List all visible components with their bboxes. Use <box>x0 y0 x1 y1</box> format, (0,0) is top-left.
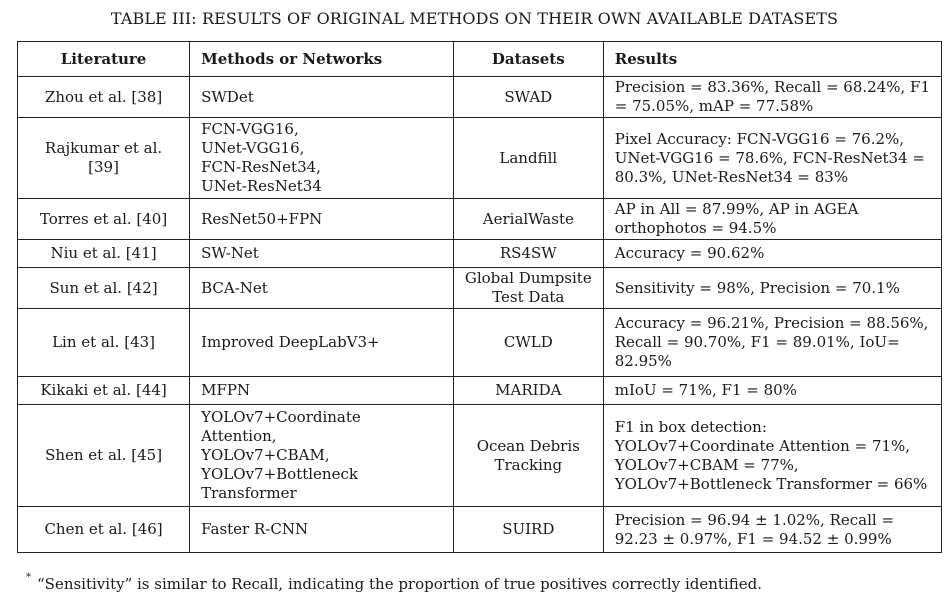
cell-line: Improved DeepLabV3+ <box>201 333 380 351</box>
header-methods: Methods or Networks <box>190 42 454 77</box>
cell-line: Test Data <box>492 288 565 306</box>
cell-line: ResNet50+FPN <box>201 209 323 228</box>
cell-line: Faster R-CNN <box>201 520 309 538</box>
dataset-cell <box>453 507 603 553</box>
header-literature: Literature <box>18 42 190 77</box>
methods-cell <box>190 405 454 507</box>
table-caption: TABLE III: RESULTS OF ORIGINAL METHODS ON THEIR OWN AVAILABLE DATASETS <box>110 9 839 28</box>
cell-line: FCN-ResNet34, <box>201 158 321 176</box>
methods-cell <box>190 507 454 553</box>
cell-line: Niu et al. [41] <box>50 244 157 262</box>
cell-line: YOLOv7+CBAM, <box>201 446 330 464</box>
literature-cell <box>18 377 190 405</box>
cell-line: Chen et al. [46] <box>44 520 163 538</box>
cell-line: BCA-Net <box>201 278 268 297</box>
methods-cell <box>190 309 454 377</box>
cell-line: Attention, <box>201 427 277 445</box>
dataset-cell <box>453 377 603 405</box>
cell-line: RS4SW <box>499 244 557 262</box>
table-row <box>18 118 942 199</box>
methods-cell <box>190 199 454 240</box>
cell-line: CWLD <box>503 333 553 351</box>
cell-line: Precision = 83.36%, Recall = 68.24%, F1 <box>614 78 930 96</box>
literature-cell <box>18 405 190 507</box>
cell-line: Rajkumar et al. <box>44 139 163 157</box>
cell-line: Lin et al. [43] <box>52 333 156 351</box>
cell-line: YOLOv7+Bottleneck Transformer = 66% <box>614 474 928 493</box>
results-cell <box>603 118 941 199</box>
table-row <box>18 240 942 268</box>
dataset-cell <box>453 77 603 118</box>
cell-line: Accuracy = 90.62% <box>614 244 765 262</box>
cell-line: Transformer <box>201 484 297 502</box>
methods-cell <box>190 268 454 309</box>
cell-line: Zhou et al. [38] <box>44 87 163 106</box>
cell-line: Sun et al. [42] <box>49 278 158 297</box>
cell-line: AerialWaste <box>482 209 574 228</box>
literature-cell <box>18 309 190 377</box>
cell-line: YOLOv7+Coordinate Attention = 71%, <box>614 436 911 455</box>
literature-cell <box>18 118 190 199</box>
dataset-cell <box>453 405 603 507</box>
cell-line: mIoU = 71%, F1 = 80% <box>614 381 797 399</box>
literature-cell <box>18 77 190 118</box>
cell-line: orthophotos = 94.5% <box>614 219 777 237</box>
cell-line: Recall = 90.70%, F1 = 89.01%, IoU= <box>614 333 900 351</box>
results-cell <box>603 309 941 377</box>
cell-line: MARIDA <box>495 381 562 399</box>
dataset-cell <box>453 268 603 309</box>
cell-line: = 75.05%, mAP = 77.58% <box>614 97 814 115</box>
table-row <box>18 268 942 309</box>
cell-line: Shen et al. [45] <box>45 446 163 464</box>
dataset-cell <box>453 240 603 268</box>
literature-cell <box>18 240 190 268</box>
table-body <box>18 77 942 553</box>
cell-line: Tracking <box>494 455 563 474</box>
cell-line: YOLOv7+CBAM = 77%, <box>614 455 799 474</box>
results-cell <box>603 77 941 118</box>
cell-line: Torres et al. [40] <box>39 209 168 228</box>
results-cell <box>603 268 941 309</box>
cell-line: Accuracy = 96.21%, Precision = 88.56%, <box>614 314 929 332</box>
methods-cell <box>190 240 454 268</box>
cell-line: YOLOv7+Coordinate <box>201 408 361 426</box>
cell-line: 80.3%, UNet-ResNet34 = 83% <box>614 167 849 186</box>
dataset-cell <box>453 309 603 377</box>
methods-cell <box>190 77 454 118</box>
table-header-row <box>18 42 942 77</box>
table-row <box>18 199 942 240</box>
results-cell <box>603 377 941 405</box>
cell-line: UNet-VGG16 = 78.6%, FCN-ResNet34 = <box>614 148 925 167</box>
results-cell <box>603 240 941 268</box>
cell-line: Landfill <box>499 148 558 167</box>
results-table <box>17 41 942 553</box>
cell-line: SWAD <box>504 87 553 106</box>
cell-line: SWDet <box>201 87 254 106</box>
cell-line: Precision = 96.94 ± 1.02%, Recall = <box>614 510 895 529</box>
cell-line: Sensitivity = 98%, Precision = 70.1% <box>614 278 900 297</box>
results-cell <box>603 199 941 240</box>
table-row <box>18 507 942 553</box>
table-row <box>18 77 942 118</box>
cell-line: Kikaki et al. [44] <box>40 381 167 399</box>
results-cell <box>603 405 941 507</box>
cell-line: 82.95% <box>614 352 672 370</box>
cell-line: UNet-VGG16, <box>201 139 305 157</box>
table-row <box>18 377 942 405</box>
footnote <box>26 572 762 593</box>
header-datasets: Datasets <box>453 42 603 77</box>
cell-line: AP in All = 87.99%, AP in AGEA <box>614 200 859 218</box>
table-row <box>18 309 942 377</box>
cell-line: Pixel Accuracy: FCN-VGG16 = 76.2%, <box>614 129 905 148</box>
cell-line: Global Dumpsite <box>464 269 592 287</box>
cell-line: 92.23 ± 0.97%, F1 = 94.52 ± 0.99% <box>614 529 892 548</box>
dataset-cell <box>453 118 603 199</box>
table-row <box>18 405 942 507</box>
cell-line: UNet-ResNet34 <box>201 177 322 195</box>
literature-cell <box>18 507 190 553</box>
methods-cell <box>190 377 454 405</box>
cell-line: FCN-VGG16, <box>201 120 299 138</box>
cell-line: [39] <box>88 158 119 176</box>
cell-line: Ocean Debris <box>476 436 580 455</box>
cell-line: F1 in box detection: <box>614 417 767 436</box>
footnote-marker: * <box>26 572 31 583</box>
literature-cell <box>18 268 190 309</box>
cell-line: YOLOv7+Bottleneck <box>201 465 358 483</box>
footnote-text: “Sensitivity” is similar to Recall, indicating the proportion of true positives correctly identified. <box>37 575 762 593</box>
dataset-cell <box>453 199 603 240</box>
cell-line: SW-Net <box>201 244 259 262</box>
cell-line: SUIRD <box>502 520 555 538</box>
results-cell <box>603 507 941 553</box>
cell-line: MFPN <box>201 381 251 399</box>
literature-cell <box>18 199 190 240</box>
methods-cell <box>190 118 454 199</box>
header-results: Results <box>603 42 941 77</box>
